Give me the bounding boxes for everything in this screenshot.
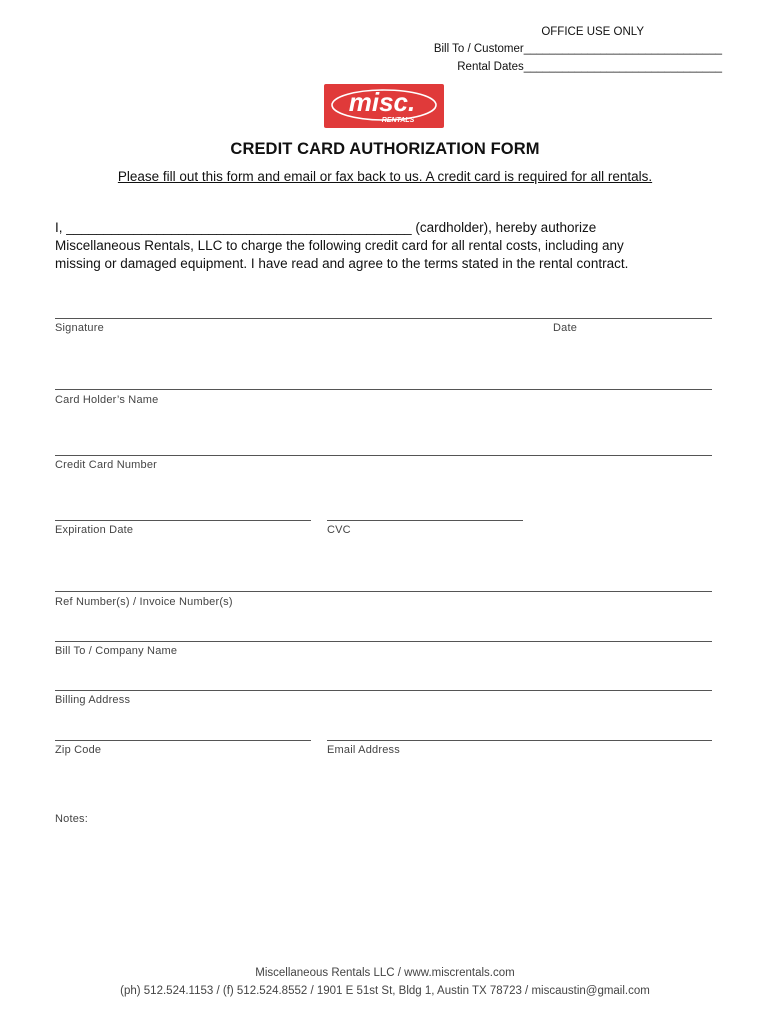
date-label: Date [553, 322, 578, 334]
email-address-label: Email Address [327, 744, 400, 756]
billing-address-label: Billing Address [55, 694, 131, 706]
footer-company-line: Miscellaneous Rentals LLC / www.miscrentals.com [255, 967, 515, 979]
bill-to-customer-line: Bill To / Customer_______________________________ [433, 43, 722, 55]
email-address-field[interactable] [327, 740, 712, 741]
rental-dates-line: Rental Dates_______________________________ [457, 61, 722, 73]
authorization-statement [55, 219, 715, 273]
cvc-label: CVC [327, 524, 351, 536]
authorization-line-1: I, ______________________________________________ (cardholder), hereby authorize [55, 220, 597, 235]
office-use-heading: OFFICE USE ONLY [541, 26, 644, 38]
expiration-date-label: Expiration Date [55, 524, 134, 536]
ref-numbers-field[interactable] [55, 591, 712, 592]
bill-to-label: Bill To / Company Name [55, 645, 178, 657]
notes-label: Notes: [55, 813, 88, 825]
billing-address-field[interactable] [55, 690, 712, 691]
footer-contact-line: (ph) 512.524.1153 / (f) 512.524.8552 / 1901 E 51st St, Bldg 1, Austin TX 78723 / miscaustin@gmail.com [120, 985, 650, 997]
zip-code-label: Zip Code [55, 744, 102, 756]
credit-card-number-label: Credit Card Number [55, 459, 158, 471]
expiration-date-field[interactable] [55, 520, 311, 521]
card-holder-name-field[interactable] [55, 389, 712, 390]
ref-numbers-label: Ref Number(s) / Invoice Number(s) [55, 596, 233, 608]
credit-card-number-field[interactable] [55, 455, 712, 456]
form-instructions: Please fill out this form and email or fax back to us. A credit card is required for all rentals. [117, 169, 653, 184]
authorization-line-2: Miscellaneous Rentals, LLC to charge the following credit card for all rental costs, including any [55, 238, 624, 253]
misc-rentals-logo [324, 84, 444, 128]
signature-label: Signature [55, 322, 104, 334]
form-title: CREDIT CARD AUTHORIZATION FORM [230, 140, 540, 158]
cvc-field[interactable] [327, 520, 523, 521]
logo-subtext: RENTALS [381, 117, 415, 124]
bill-to-field[interactable] [55, 641, 712, 642]
signature-field[interactable] [55, 318, 712, 319]
authorization-line-3: missing or damaged equipment. I have read and agree to the terms stated in the rental contract. [55, 256, 629, 271]
logo-text: misc. [348, 87, 416, 117]
zip-code-field[interactable] [55, 740, 311, 741]
card-holder-name-label: Card Holder’s Name [55, 394, 159, 406]
